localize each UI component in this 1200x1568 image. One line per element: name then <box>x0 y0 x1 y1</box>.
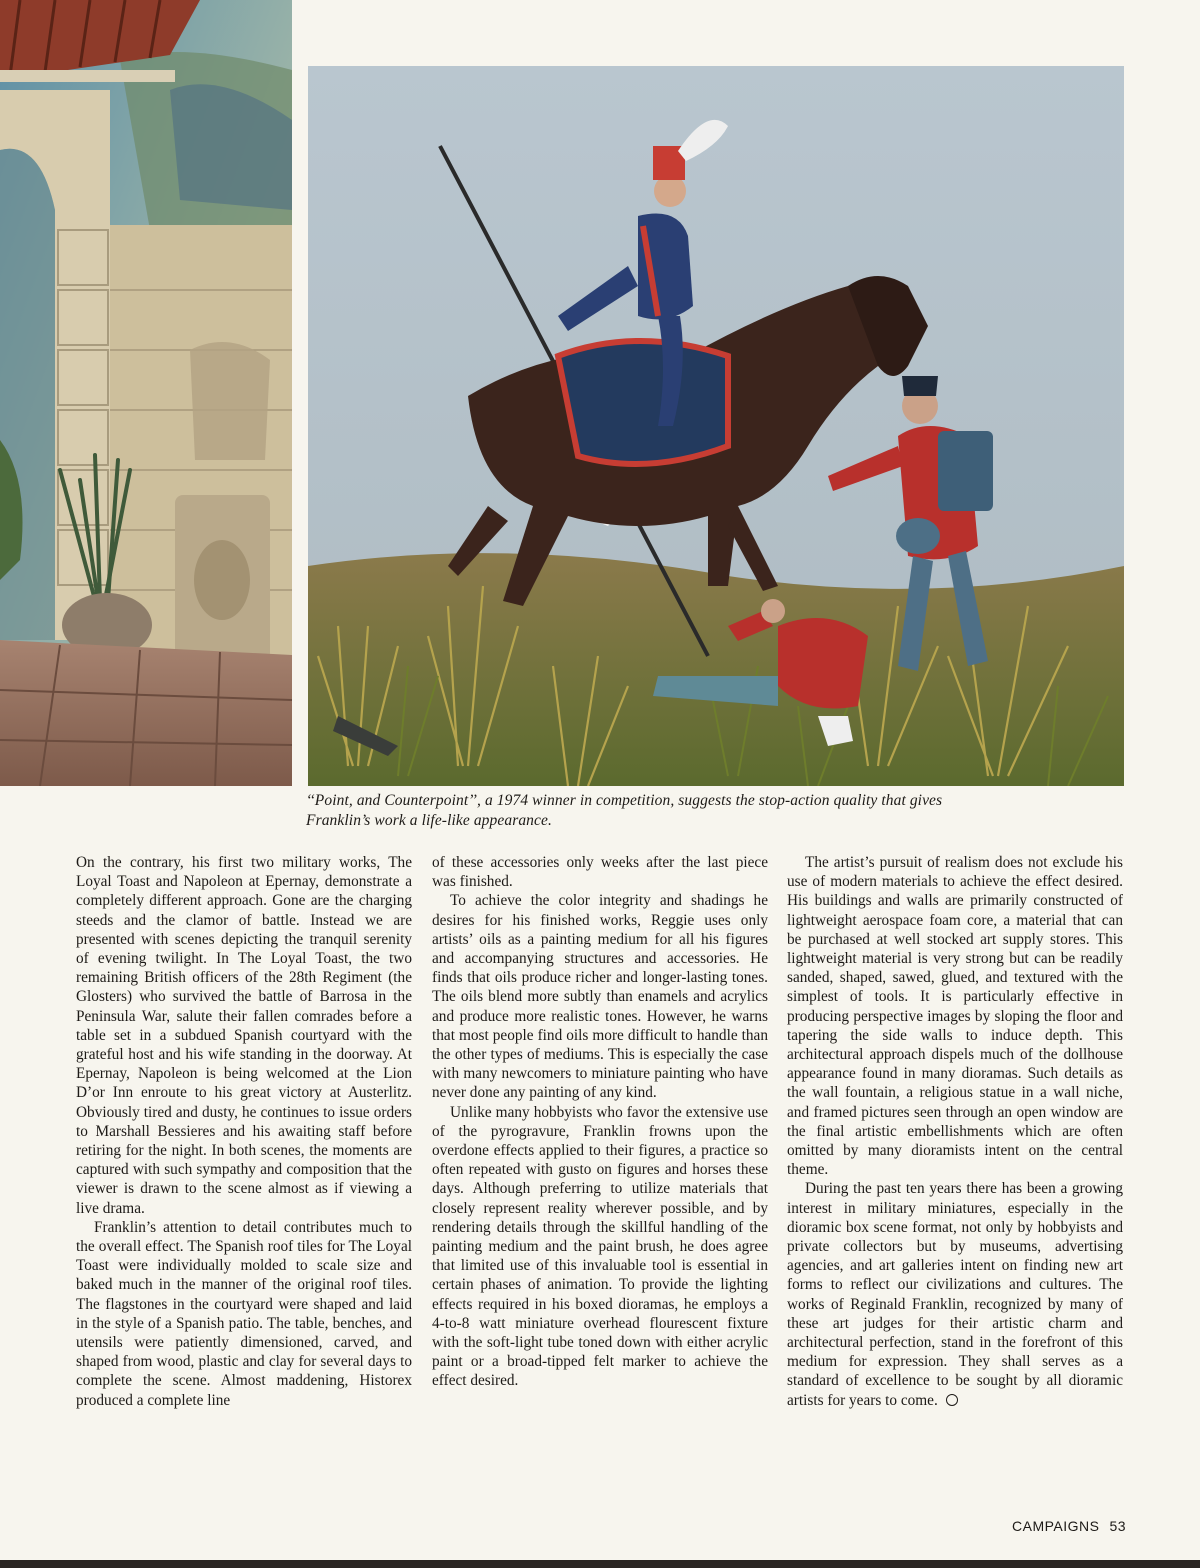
caption-line-2: Franklin’s work a life-like appearance. <box>306 812 552 829</box>
paragraph-text: During the past ten years there has been a growing interest in military miniatures, especially in the dioramic box scene format, not only by hobbyists and private collectors but by museums, advertising agencies, and art galleries intent on finding new art forms to reflect our civilizations and cultures. The works of Reginald Franklin, recognized by many of these art judges for their artistic charm and architectural perfection, stand in the forefront of this medium for expression. They shall serves as a standard of excellence to be sought by all dioramic artists for years to come. <box>787 1180 1123 1409</box>
magazine-name: CAMPAIGNS <box>1012 1518 1100 1534</box>
article-column-2 <box>432 853 768 1391</box>
end-of-article-icon <box>946 1394 958 1406</box>
paragraph: Unlike many hobbyists who favor the extensive use of the pyrogravure, Franklin frowns upon the overdone effects applied to their figures, a practice so often repeated with gusto on figures and horses these days. Although preferring to utilize materials that closely represent reality wherever possible, and by rendering details through the skillful handling of the painting medium and the paint brush, he does agree that limited use of this invaluable tool is essential in certain phases of animation. To provide the lighting effects required in his boxed dioramas, he employs a 4-to-8 watt miniature overhead flourescent fixture with the soft-light tube toned down with either acrylic paint or a broad-tipped felt marker to achieve the effect desired. <box>432 1103 768 1390</box>
bottom-border <box>0 1560 1200 1568</box>
paragraph: Franklin’s attention to detail contributes much to the overall effect. The Spanish roof tiles for The Loyal Toast were individually molded to scale size and baked much in the manner of the original roof tiles. The flagstones in the courtyard were shaped and laid in the style of a Spanish patio. The table, benches, and utensils were patiently dimensioned, carved, and shaped from wood, plastic and clay for several days to complete the scene. Almost maddening, Historex produced a complete line <box>76 1218 412 1409</box>
paragraph: To achieve the color integrity and shadings he desires for his finished works, Reggie uses only artists’ oils as a painting medium for all his figures and accompanying structures and accessories. He finds that oils produce richer and longer-lasting tones. The oils blend more subtly than enamels and acrylics and produce more realistic tones. However, he warns that most people find oils more difficult to handle than the other types of mediums. This is especially the case with many newcomers to miniature painting who have never done any painting of any kind. <box>432 892 768 1102</box>
paragraph: On the contrary, his first two military works, The Loyal Toast and Napoleon at Epernay, demonstrate a completely different approach. Gone are the charging steeds and the clamor of battle. Instead we are presented with scenes depicting the tranquil serenity of evening twilight. In The Loyal Toast, the two remaining British officers of the 28th Regiment (the Glosters) who survived the battle of Barrosa in the Peninsula War, salute their fallen comrades before a table set in a subdued Spanish courtyard with the grateful host and his wife standing in the doorway. At Epernay, Napoleon is being welcomed at the Lion D’or Inn enroute to his great victory at Austerlitz. Obviously tired and dusty, he continues to issue orders to Marshall Bessieres and his awaiting staff before retiring for the night. In both scenes, the moments are captured with such sympathy and composition that the viewer is drawn to the scene almost as if viewing a live drama. <box>76 854 412 1217</box>
paragraph: The artist’s pursuit of realism does not exclude his use of modern materials to achieve the effect desired. His buildings and walls are primarily constructed of lightweight aerospace foam core, a material that can be purchased at well stocked art supply stores. This lightweight material is very strong but can be readily sanded, shaped, sawed, glued, and textured with the simplest of tools. It is particularly effective in producing perspective images by sloping the floor and tapering the side walls to induce depth. This architectural approach dispels much of the dollhouse appearance found in many dioramas. Such details as the wall fountain, a religious statue in a wall niche, and framed pictures seen through an open window are the final artistic embellishments which are often omitted by many dioramists intent on the central theme. <box>787 854 1123 1179</box>
point-and-counterpoint-photo <box>308 66 1124 786</box>
article-column-3 <box>787 853 1123 1410</box>
caption-line-1: ‘‘Point, and Counterpoint’’, a 1974 winner in competition, suggests the stop-action quality that gives <box>306 792 943 809</box>
paragraph-final <box>787 1179 1123 1409</box>
page-number: 53 <box>1109 1518 1127 1534</box>
photo-caption <box>306 791 1046 831</box>
courtyard-diorama-photo <box>0 0 292 786</box>
paragraph: of these accessories only weeks after the last piece was finished. <box>432 854 768 891</box>
page-folio <box>1012 1518 1126 1534</box>
article-column-1 <box>76 853 412 1410</box>
